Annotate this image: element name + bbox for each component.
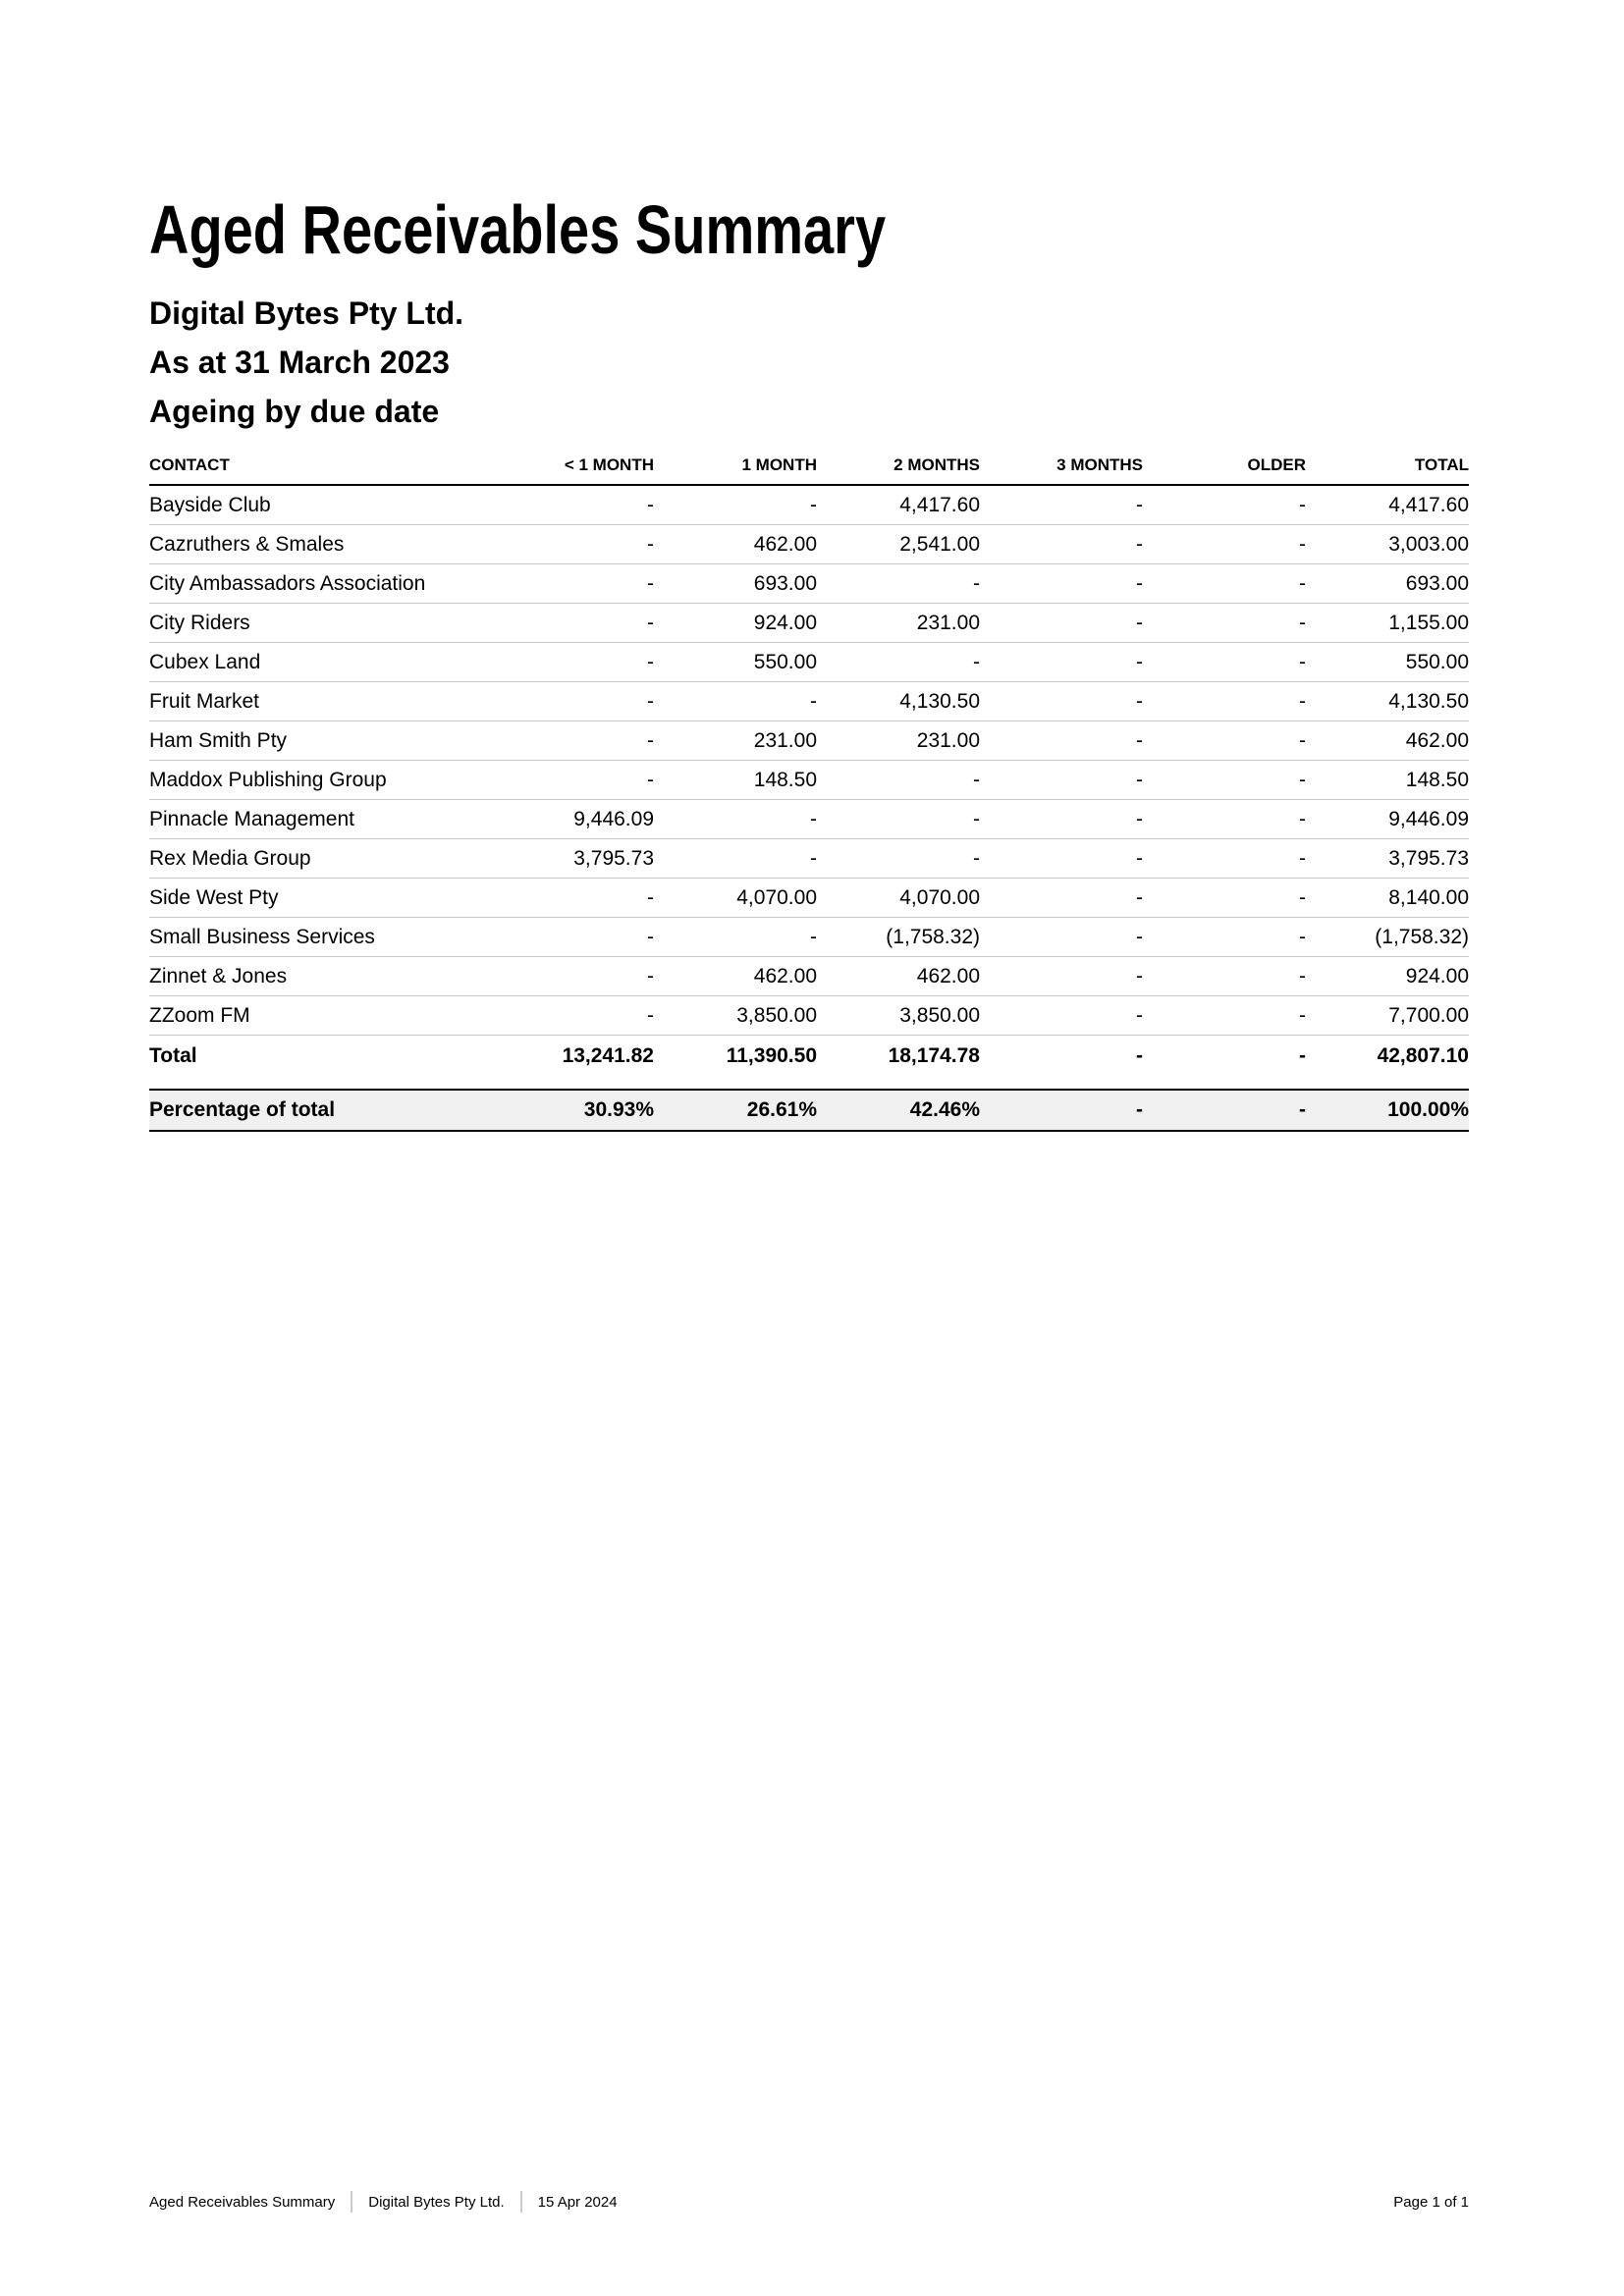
amount-cell: - (810, 807, 817, 830)
amount-cell: 30.93% (583, 1098, 654, 1121)
amount-cell: 4,130.50 (1388, 689, 1469, 713)
table-row (149, 486, 1469, 525)
amount-cell: 8,140.00 (1388, 885, 1469, 909)
amount-cell: (1,758.32) (886, 925, 980, 948)
amount-cell: 4,417.60 (899, 493, 980, 516)
summary-label-cell: Percentage of total (149, 1098, 336, 1121)
amount-cell: - (1136, 689, 1143, 713)
amount-cell: 550.00 (753, 650, 817, 673)
amount-cell: 924.00 (753, 611, 817, 634)
amount-cell: - (1136, 650, 1143, 673)
amount-cell: - (1299, 650, 1306, 673)
table-body (149, 486, 1469, 1036)
report-content (149, 0, 1469, 1132)
table-row (149, 761, 1469, 800)
amount-cell: - (1299, 964, 1306, 988)
amount-cell: 26.61% (746, 1098, 817, 1121)
amount-cell: - (973, 807, 980, 830)
amount-cell: - (1299, 807, 1306, 830)
amount-cell: - (973, 650, 980, 673)
amount-cell: - (1136, 611, 1143, 634)
column-header: 1 MONTH (741, 455, 817, 474)
contact-cell: ZZoom FM (149, 1003, 250, 1027)
amount-cell: - (1299, 846, 1306, 870)
contact-cell: Fruit Market (149, 689, 260, 713)
report-date-line: As at 31 March 2023 (149, 345, 450, 380)
column-header: TOTAL (1414, 455, 1469, 474)
amount-cell: - (810, 846, 817, 870)
table-row (149, 721, 1469, 761)
table-row (149, 879, 1469, 918)
table-row (149, 525, 1469, 564)
table-row (149, 604, 1469, 643)
amount-cell: 148.50 (753, 768, 817, 791)
amount-cell: 9,446.09 (573, 807, 654, 830)
amount-cell: 4,070.00 (899, 885, 980, 909)
amount-cell: 693.00 (1405, 571, 1469, 595)
amount-cell: - (1299, 689, 1306, 713)
amount-cell: 462.00 (916, 964, 980, 988)
amount-cell: (1,758.32) (1375, 925, 1469, 948)
amount-cell: - (647, 650, 654, 673)
column-header: 2 MONTHS (893, 455, 980, 474)
amount-cell: 3,850.00 (899, 1003, 980, 1027)
contact-cell: Zinnet & Jones (149, 964, 288, 988)
summary-label-cell: Total (149, 1044, 197, 1067)
contact-cell: Rex Media Group (149, 846, 311, 870)
amount-cell: 231.00 (916, 611, 980, 634)
amount-cell: - (810, 689, 817, 713)
amount-cell: 462.00 (753, 532, 817, 556)
amount-cell: - (647, 571, 654, 595)
table-row (149, 682, 1469, 721)
amount-cell: - (647, 532, 654, 556)
amount-cell: - (1299, 611, 1306, 634)
amount-cell: - (973, 768, 980, 791)
amount-cell: 7,700.00 (1388, 1003, 1469, 1027)
amount-cell: 4,417.60 (1388, 493, 1469, 516)
amount-cell: 148.50 (1405, 768, 1469, 791)
amount-cell: - (1299, 493, 1306, 516)
footer-separator (351, 2191, 352, 2213)
column-header: CONTACT (149, 455, 230, 474)
amount-cell: 231.00 (916, 728, 980, 752)
footer-report-name: Aged Receivables Summary (149, 2193, 336, 2211)
amount-cell: - (1136, 1044, 1143, 1067)
amount-cell: 924.00 (1405, 964, 1469, 988)
contact-cell: Side West Pty (149, 885, 279, 909)
ageing-table (149, 455, 1469, 1132)
contact-cell: Ham Smith Pty (149, 728, 288, 752)
table-row (149, 996, 1469, 1036)
amount-cell: - (1136, 1003, 1143, 1027)
amount-cell: - (1299, 768, 1306, 791)
amount-cell: - (810, 493, 817, 516)
contact-cell: City Ambassadors Association (149, 571, 426, 595)
amount-cell: - (973, 571, 980, 595)
contact-cell: Cazruthers & Smales (149, 532, 345, 556)
footer-company: Digital Bytes Pty Ltd. (368, 2193, 505, 2211)
footer-left (149, 2191, 618, 2213)
contact-cell: Bayside Club (149, 493, 271, 516)
amount-cell: - (647, 493, 654, 516)
amount-cell: - (1136, 493, 1143, 516)
amount-cell: - (1136, 768, 1143, 791)
amount-cell: - (1299, 1098, 1306, 1121)
amount-cell: - (647, 611, 654, 634)
amount-cell: 462.00 (753, 964, 817, 988)
ageing-basis-line: Ageing by due date (149, 394, 440, 429)
amount-cell: - (1136, 728, 1143, 752)
footer-print-date: 15 Apr 2024 (537, 2193, 618, 2211)
percentage-row (149, 1089, 1469, 1132)
report-title: Aged Receivables Summary (149, 191, 887, 268)
contact-cell: Small Business Services (149, 925, 375, 948)
amount-cell: 42,807.10 (1377, 1044, 1469, 1067)
contact-cell: Cubex Land (149, 650, 261, 673)
amount-cell: 3,003.00 (1388, 532, 1469, 556)
table-row (149, 643, 1469, 682)
amount-cell: - (647, 768, 654, 791)
amount-cell: 18,174.78 (888, 1044, 980, 1067)
amount-cell: 1,155.00 (1388, 611, 1469, 634)
amount-cell: - (1136, 1098, 1143, 1121)
amount-cell: - (1299, 885, 1306, 909)
column-header: 3 MONTHS (1056, 455, 1143, 474)
amount-cell: 3,850.00 (736, 1003, 817, 1027)
amount-cell: 462.00 (1405, 728, 1469, 752)
contact-cell: City Riders (149, 611, 250, 634)
amount-cell: - (1299, 1003, 1306, 1027)
amount-cell: - (1136, 846, 1143, 870)
amount-cell: - (1136, 925, 1143, 948)
amount-cell: 2,541.00 (899, 532, 980, 556)
amount-cell: - (973, 846, 980, 870)
amount-cell: - (810, 925, 817, 948)
footer-page-number: Page 1 of 1 (1393, 2193, 1469, 2211)
contact-cell: Pinnacle Management (149, 807, 354, 830)
amount-cell: 4,070.00 (736, 885, 817, 909)
column-header: < 1 MONTH (564, 455, 654, 474)
amount-cell: 11,390.50 (726, 1044, 817, 1067)
table-row (149, 564, 1469, 604)
amount-cell: - (1299, 1044, 1306, 1067)
amount-cell: - (1136, 807, 1143, 830)
amount-cell: - (1299, 925, 1306, 948)
table-header-row (149, 455, 1469, 486)
page-footer (149, 2191, 1469, 2213)
amount-cell: - (1299, 532, 1306, 556)
amount-cell: 42.46% (909, 1098, 980, 1121)
amount-cell: - (647, 1003, 654, 1027)
amount-cell: - (647, 925, 654, 948)
amount-cell: 9,446.09 (1388, 807, 1469, 830)
amount-cell: - (647, 964, 654, 988)
amount-cell: - (1299, 728, 1306, 752)
table-row (149, 839, 1469, 879)
contact-cell: Maddox Publishing Group (149, 768, 387, 791)
amount-cell: - (1136, 532, 1143, 556)
amount-cell: 3,795.73 (573, 846, 654, 870)
amount-cell: - (1136, 964, 1143, 988)
table-row (149, 918, 1469, 957)
amount-cell: - (647, 885, 654, 909)
amount-cell: 231.00 (753, 728, 817, 752)
amount-cell: 13,241.82 (562, 1044, 654, 1067)
footer-separator (520, 2191, 522, 2213)
amount-cell: 693.00 (753, 571, 817, 595)
amount-cell: 3,795.73 (1388, 846, 1469, 870)
report-meta (149, 289, 1469, 436)
table-row (149, 800, 1469, 839)
amount-cell: 4,130.50 (899, 689, 980, 713)
amount-cell: - (647, 689, 654, 713)
amount-cell: - (1136, 571, 1143, 595)
amount-cell: - (1136, 885, 1143, 909)
amount-cell: 550.00 (1405, 650, 1469, 673)
company-name: Digital Bytes Pty Ltd. (149, 295, 464, 331)
table-row (149, 957, 1469, 996)
amount-cell: 100.00% (1387, 1098, 1469, 1121)
column-header: OLDER (1247, 455, 1306, 474)
amount-cell: - (1299, 571, 1306, 595)
total-row (149, 1036, 1469, 1077)
amount-cell: - (647, 728, 654, 752)
